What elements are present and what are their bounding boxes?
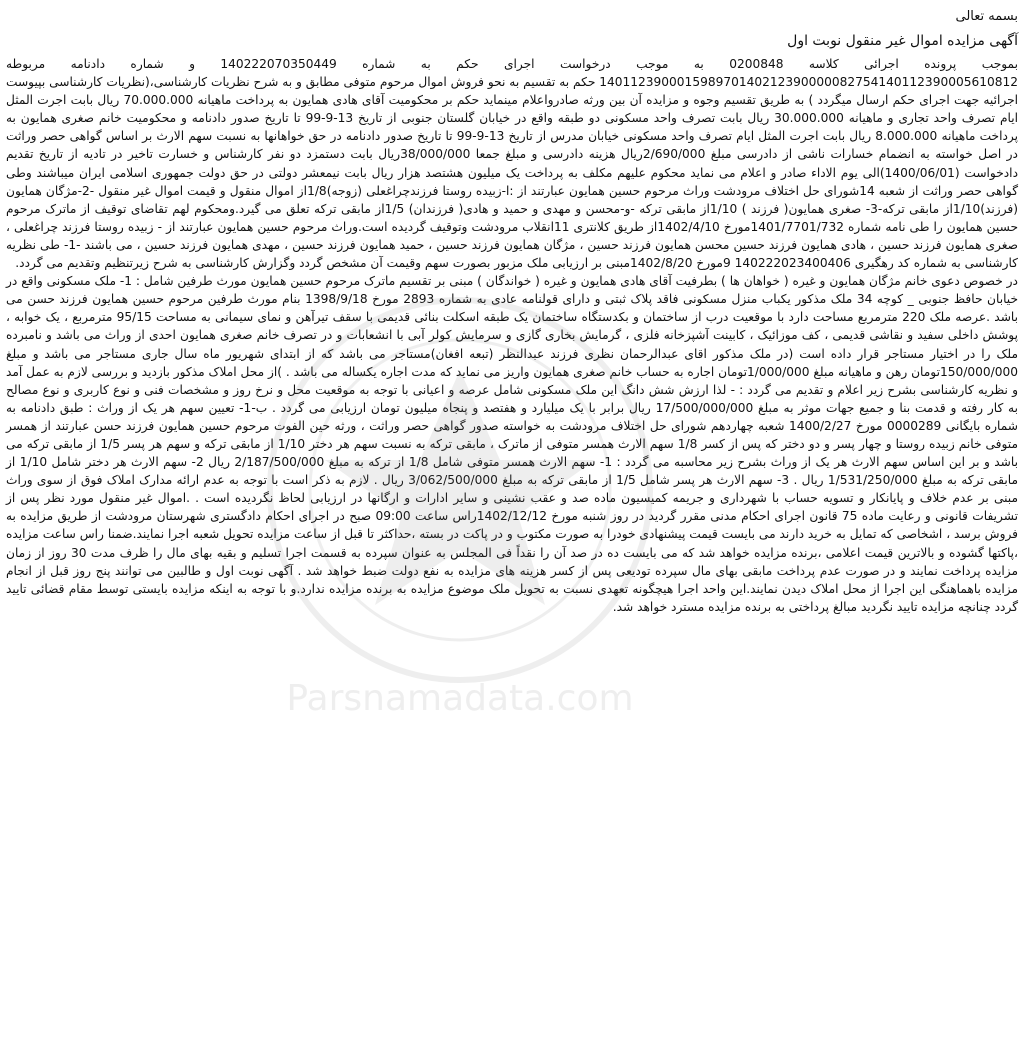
basmala-heading: بسمه تعالی <box>955 9 1018 24</box>
notice-paragraph-2: در خصوص دعوی خانم مژگان همایون و غیره ( خواهان ها ) بطرفیت آقای هادی همایون و غیره ( خواندگان ) مبنی بر تقسیم ماترک مرحوم حسین همایون مورث طرفین شامل : 1- ملک مسکونی واقع در خیابان حافظ جنوبی _ کوچه 34 ملک مذکور یکباب منزل مسکونی فاقد پلاک ثبتی و دارای قولنامه عادی به شماره 2893 مورخ 1398/9/18 بنام مورث طرفین مرحوم حسین همایون فرزند حسن می باشد .عرصه ملک 220 مترمربع مساحت دارد با موقعیت درب از ساختمان و بکدستگاه ساختمان یک طبقه اسکلت بنائی قدیمی با سقف تیرآهن و نمای سیمانی به مساحت 95/15 مترمربع ، یک خوابه ، پوشش داخلی سفید و نقاشی قدیمی ، کف موزائیک ، کابینت آشپزخانه فلزی ، گرمایش بخاری گازی و سرمایش کولر آبی با انشعابات و در تصرف خانم صغری همایون احدی از وراث می باشد و نامبرده ملک را در اختیار مستاجر قرار داده است (در ملک مذکور اقای عبدالرحمان نظری فرزند عبدالنظر (تبعه افغان)مستاجر می باشد که از ابتدای شهریور ماه سال جاری مستاجر می باشد و مبلغ 150/000/000تومان رهن و ماهیانه مبلغ 1/000/000تومان اجاره به حساب خانم صغری همایون واریز می نماید که مدت اجاره یکساله می باشد . )از محل املاک مذکور بازدید و بررسی لازم به عمل آمد و نظریه کارشناسی بشرح زیر اعلام و تقدیم می گردد : - لذا ارزش شش دانگ این ملک مسکونی شامل عرصه و اعیانی با توجه به موقعیت محل و نرخ روز و مشخصات فنی و نوع کاربری و نوع مصالح به کار رفته و قدمت بنا و جمیع جهات موثر به مبلغ 17/500/000/000 ریال برابر با یک میلیارد و هفتصد و پنجاه میلیون تومان ارزیابی می گردد . ب-1- تعیین سهم هر یک از وراث : طبق دادنامه به شماره بایگانی 0000289 مورخ 1400/2/27 شعبه چهاردهم شورای حل اختلاف مرودشت به خواسته صدور گواهی حصر وراثت ، ورثه حین الفوت مرحوم حسین همایون فرزند حسن عبارتند از همسر متوفی خانم زبیده روستا و چهار پسر و دو دختر که پس از کسر 1/8 سهم الارث همسر متوفی از ماترک ، مابقی ترکه به نسبت سهم هر دختر 1/10 از مابقی ترکه و سهم هر پسر 1/5 از مابقی ترکه می باشد و بر این اساس سهم الارث هر یک از وراث بشرح زیر محاسبه می گردد : 1- سهم الارث همسر متوفی شامل 1/8 از ترکه به مبلغ 2/187/500/000 ریال 2- سهم الارث هر دختر شامل 1/10 از مابقی ترکه به مبلغ 1/531/250/000 ریال . 3- سهم الارث هر پسر شامل 1/5 از مابقی ترکه به مبلغ 3/062/500/000 ریال . لازم به ذکر است با توجه به عدم ارائه مدارک املاک فوق از سوی وراث مبنی بر عدم خلاف و پایانکار و تسویه حساب با شهرداری و جریمه کمیسیون ماده صد و عقب نشینی و سایر ادارات و ارگانها در ارزیابی لحاظ نگردیده است . .اموال غیر منقول مورد نظر پس از تشریفات قانونی و رعایت ماده 75 قانون اجرای احکام مدنی مقرر گردید در روز شنبه مورخ 1402/12/12راس ساعت 09:00 صبح در اجرای احکام دادگستری شهرستان مرودشت از طریق مزایده به فروش برسد ، اشخاصی که تمایل به خرید دارند می بایست قیمت پیشنهادی خودرا به صورت مکتوب و در پاکت در بسته ،حداکثر تا قبل از ساعت مزایده تحویل شعبه اجرا نمایند.ضمنا راس ساعت مزایده ،پاکتها گشوده و بالاترین قیمت اعلامی ،برنده مزایده خواهد شد که می بایست ده در صد آن را نقداً فی المجلس به عنوان سپرده به قسمت اجرا تسلیم و بقیه بهای مال را ظرف مدت 30 روز از زمان مزایده پرداخت نمایند و در صورت عدم پرداخت مابقی بهای مال سپرده تودیعی پس از کسر هزینه های مزایده به نفع دولت ضبط خواهد شد . آگهی نوبت اول و طالبین می توانند پنج روز قبل از انجام مزایده باهماهنگی این اجرا از محل املاک دیدن نمایند.این واحد اجرا هیچگونه تعهدی نسبت به تحویل ملک موضوع مزایده به برنده مزایده ندارد.و با توجه به اینکه مزایده بایستی توسط مقام قضائی تایید گردد چنانچه مزایده تایید نگردید مبالغ پرداختی به برنده مزایده مسترد خواهد شد. <box>6 274 1019 614</box>
notice-title: آگهی مزایده اموال غیر منقول نوبت اول <box>787 33 1018 49</box>
notice-paragraph-1: بموجب پرونده اجرائی کلاسه 0200848 به موجب درخواست اجرای حکم به شماره 140222070350449 و شماره دادنامه مربوطه 140112390001598970140212390000082754140112390005610812 حکم به تقسیم به نحو فروش اموال مرحوم متوفی مطابق و به شرح نظریات کارشناسی،(نظریات کارشناسی بپیوست اجرائیه جهت اجرای حکم ارسال میگردد ) به طریق تقسیم وجوه و مزایده آن بین ورثه صادرواعلام مینماید حکم بر محکومیت آقای هادی همایون به پرداخت ماهیانه 70.000.000 ریال بابت اجرت المثل ایام تصرف واحد تجاری و ماهیانه 30.000.000 ریال بابت تصرف واحد مسکونی دو طبقه واقع در خیابان گلستان جنوبی از تاریخ 13-9-99 تا تاریخ صدور دادنامه و محکومیت خانم صغری همایون به پرداخت ماهیانه 8.000.000 ریال بابت اجرت المثل ایام تصرف واحد مسکونی خیابان مدرس از تاریخ 13-9-99 تا تاریخ صدور دادنامه در حق خواهانها به نسبت سهم الارث بر اساس گواهی حصر وراثت در اصل خواسته به انضمام خسارات ناشی از دادرسی مبلغ 2/690/000ریال هزینه دادرسی و مبلغ جمعا 38/000/000ریال بابت دستمزد دو نفر کارشناس و خسارت تاخیر در تادیه از تاریخ تقدیم دادخواست (1400/06/01)الی یوم الاداء صادر و اعلام می نماید محکوم علیهم مکلف به پرداخت یک میلیون هشتصد هزار ریال بابت نیمعشر دولتی در حق دولت جمهوری اسلامی ایران میباشند وطی گواهی حصر وراثت از شعبه 14شورای حل اختلاف مرودشت وراث مرحوم حسین همایون عبارتند از :ا-زبیده روستا فرزندچراغعلی (زوجه)1/8از اموال منقول و قیمت اموال غیر منقول -2-مژگان همایون (فرزند)1/10از مابقی ترکه-3- صغری همایون( فرزند ) 1/10از مابقی ترکه -و-محسن و مهدی و حمید و هادی( فرزندان) 1/5از مابقی ترکه تعلق می گیرد.ومحکوم لهم تقاضای توقیف از ماترک مرحوم حسین همایون را طی نامه شماره 1401/7701/732مورخ 1402/4/10از طریق کلانتری 11انقلاب مرودشت وتوقیف گردیده است.وراث مرحوم حسین همایون عبارتند از - زبیده روستا فرزند چراغعلی ، صغری همایون فرزند حسین ، هادی همایون فرزند حسین محسن همایون فرزند حسین ، مژگان همایون فرزند حسین ، حمید همایون فرزند حسین ، مهدی همایون فرزند حسین ، می باشند -1- طی نظریه کارشناسی به شماره کد رهگیری 140222023400406 9مورخ 1402/8/20مبنی بر ارزیابی ملک مزبور بصورت سهم وقیمت آن مشخص گردد وگزارش کارشناسی به شرح زیرتنظیم وتقدیم می گردد. <box>6 57 1019 271</box>
watermark-text: Parsnamadata.com <box>286 678 634 719</box>
